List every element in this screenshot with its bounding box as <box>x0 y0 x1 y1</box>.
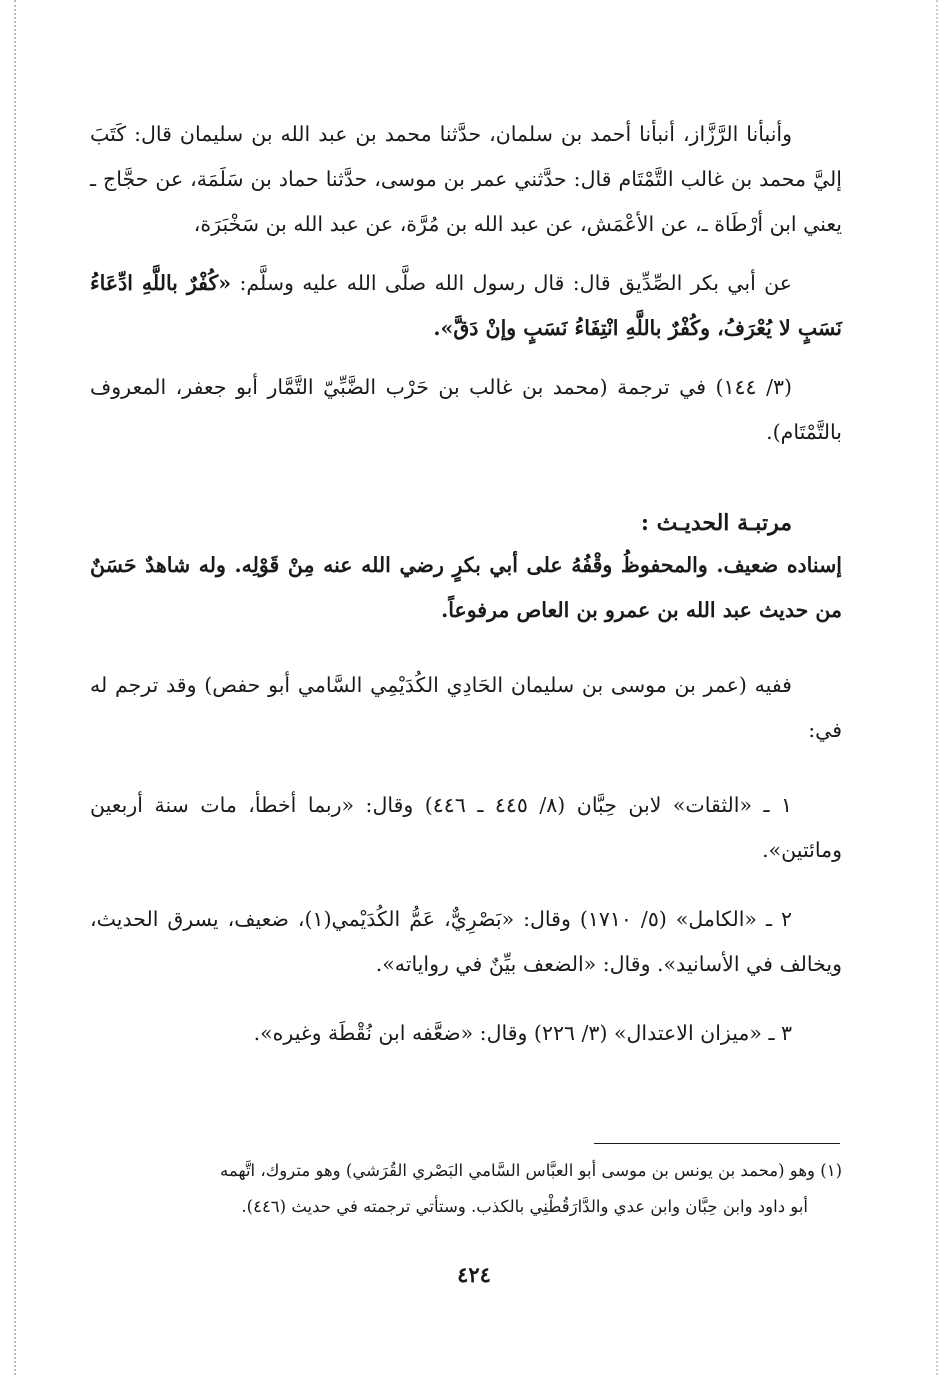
footnote-line: (١) وهو (محمد بن يونس بن موسى أبو العبَّاس السَّامي البَصْري القُرَشي) وهو متروك، اتَّهمه <box>219 1161 842 1180</box>
source-item: ٣ ـ «ميزان الاعتدال» (٣/ ٢٢٦) وقال: «ضعَّفه ابن نُقْطَة وغيره». <box>253 1021 792 1045</box>
section-heading: مرتبـة الحديـث : <box>640 510 792 536</box>
hadith-intro: عن أبي بكر الصِّدِّيق قال: قال رسول الله صلَّى الله عليه وسلَّم: <box>239 271 792 295</box>
isnad-chain-paragraph: وأنبأنا الرَّزَّاز، أنبأنا أحمد بن سلمان، حدَّثنا محمد بن عبد الله بن سليمان قال: كَتَبَ إليَّ محمد بن غالب التَّمْتَام قال: حدَّثني عمر بن موسى، حدَّثنا حماد بن سَلَمَة، عن حجَّاج ـ يعني ابن أرْطَاة ـ، عن الأعْمَش، عن عبد الله بن مُرَّة، عن عبد الله بن سَخْبَرَة، <box>90 122 842 236</box>
ruling-paragraph: إسناده ضعيف. والمحفوظُ وقْفُهُ على أبي بكرٍ رضي الله عنه مِنْ قَوْلِه. وله شاهدٌ حَسَنٌ من حديث عبد الله بن عمرو بن العاص مرفوعاً. <box>90 553 842 622</box>
page-body <box>90 112 842 1056</box>
page-number: ٤٢٤ <box>457 1262 491 1287</box>
tarjama-paragraph: (٣/ ١٤٤) في ترجمة (محمد بن غالب بن حَرْب الضَّبِّيّ التَّمَّار أبو جعفر، المعروف بالتَّمْتَام). <box>90 375 842 444</box>
narrator-intro-paragraph: ففيه (عمر بن موسى بن سليمان الحَادِي الكُدَيْمِي السَّامي أبو حفص) وقد ترجم له في: <box>90 673 842 742</box>
source-item: ٢ ـ «الكامل» (٥/ ١٧١٠) وقال: «بَصْرِيٌّ، عَمُّ الكُدَيْمي(١)، ضعيف، يسرق الحديث، ويخالف في الأسانيد». وقال: «الضعف بيِّنٌ في رواياته». <box>90 907 842 976</box>
footnotes <box>90 1153 842 1225</box>
scan-edge-left <box>14 0 16 1375</box>
footnote-divider <box>594 1143 840 1144</box>
source-item: ١ ـ «الثقات» لابن حِبَّان (٨/ ٤٤٥ ـ ٤٤٦) وقال: «ربما أخطأ، مات سنة أربعين ومائتين». <box>90 793 842 862</box>
scan-edge-right <box>936 0 938 1375</box>
footnote-line: أبو داود وابن حِبَّان وابن عدي والدَّارَقُطْنِي بالكذب. وستأتي ترجمته في حديث (٤٤٦). <box>241 1197 808 1216</box>
hadith-paragraph <box>90 261 842 351</box>
hadith-text: «كُفْرٌ باللَّهِ ادِّعَاءُ نَسَبٍ لا يُعْرَفُ، وكُفْرٌ باللَّهِ انْتِفَاءُ نَسَبٍ وإنْ دَقَّ». <box>90 271 842 340</box>
